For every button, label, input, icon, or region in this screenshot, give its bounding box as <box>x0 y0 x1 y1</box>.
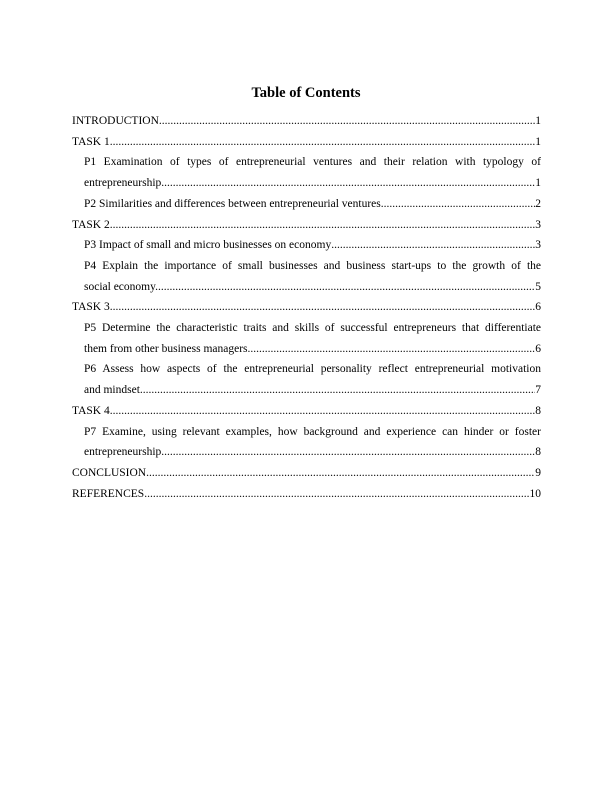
toc-entry-label-first-line: P1 Examination of types of entrepreneurial ventures and their relation with typology of <box>84 156 541 169</box>
toc-entry-task-3[interactable] <box>72 297 541 318</box>
dot-leader <box>331 235 535 256</box>
dot-leader <box>144 484 529 505</box>
toc-entry-label-first-line: P5 Determine the characteristic traits and skills of successful entrepreneurs that differentiate <box>84 322 541 335</box>
toc-entry-p7[interactable] <box>72 422 541 463</box>
dot-leader <box>381 194 535 215</box>
toc-page-number: 9 <box>535 466 541 479</box>
toc-page-number: 1 <box>535 177 541 190</box>
dot-leader <box>110 297 536 318</box>
dot-leader <box>110 215 536 236</box>
toc-entry-label: INTRODUCTION <box>72 115 159 127</box>
toc-entry-label: P3 Impact of small and micro businesses on economy <box>84 239 332 252</box>
toc-entry-label: them from other business managers <box>84 342 248 355</box>
toc-entry-wrapped-text <box>84 152 541 173</box>
toc-page-number: 6 <box>535 342 541 355</box>
toc-page-number: 1 <box>535 115 541 127</box>
toc-entry-label: and mindset <box>84 384 140 397</box>
toc-page-number: 8 <box>535 404 541 417</box>
toc-entry-wrapped-text <box>84 318 541 339</box>
toc-entry-wrapped-text <box>84 359 541 380</box>
toc-entry-label: social economy. <box>84 280 158 293</box>
toc-entry-line <box>84 194 541 215</box>
toc-entry-p5[interactable] <box>72 318 541 359</box>
toc-page-number: 3 <box>535 218 541 231</box>
toc-entry-label-first-line: P6 Assess how aspects of the entrepreneurial personality reflect entrepreneurial motivation <box>84 363 541 376</box>
toc-entry-line <box>72 297 541 318</box>
toc-entry-label: entrepreneurship <box>84 177 162 190</box>
toc-page-number: 2 <box>535 197 541 210</box>
toc-entry-line <box>72 463 541 484</box>
toc-entry-line <box>72 484 541 505</box>
toc-entry-line <box>72 111 541 132</box>
toc-entry-p2[interactable] <box>72 194 541 215</box>
toc-entry-task-1[interactable] <box>72 132 541 153</box>
toc-entry-label: REFERENCES <box>72 487 145 500</box>
toc-page-number: 8 <box>535 446 541 459</box>
toc-entry-line <box>84 380 541 401</box>
toc-page-number: 1 <box>535 135 541 148</box>
toc-entry-line <box>84 442 541 463</box>
toc-entry-task-4[interactable] <box>72 401 541 422</box>
toc-entry-wrapped-text <box>84 256 541 277</box>
toc-entry-label: TASK 3 <box>72 301 110 314</box>
toc-entry-line <box>84 277 541 298</box>
toc-entry-label: P2 Similarities and differences between entrepreneurial ventures <box>84 197 381 210</box>
toc-entry-introduction[interactable] <box>72 111 541 132</box>
toc-entry-references[interactable] <box>72 484 541 505</box>
toc-entry-p4[interactable] <box>72 256 541 297</box>
toc-entry-p1[interactable] <box>72 152 541 193</box>
toc-entry-line <box>84 173 541 194</box>
toc-entry-line <box>72 401 541 422</box>
table-of-contents <box>72 111 541 504</box>
dot-leader <box>161 442 535 463</box>
toc-entry-line <box>72 215 541 236</box>
toc-page-number: 5 <box>535 280 541 293</box>
toc-page-number: 10 <box>529 487 541 500</box>
dot-leader <box>248 339 536 360</box>
dot-leader <box>161 173 535 194</box>
toc-page-number: 6 <box>535 301 541 314</box>
toc-entry-line <box>84 339 541 360</box>
toc-title: Table of Contents <box>251 85 361 101</box>
toc-entry-label: TASK 4 <box>72 404 110 417</box>
toc-entry-conclusion[interactable] <box>72 463 541 484</box>
toc-entry-p3[interactable] <box>72 235 541 256</box>
toc-entry-label: TASK 2 <box>72 218 110 231</box>
toc-entry-label: entrepreneurship <box>84 446 162 459</box>
toc-entry-line <box>72 132 541 153</box>
toc-entry-label: TASK 1 <box>72 135 110 148</box>
dot-leader <box>159 111 535 132</box>
dot-leader <box>140 380 535 401</box>
toc-page-number: 3 <box>535 239 541 252</box>
dot-leader <box>110 132 536 153</box>
dot-leader <box>158 277 535 298</box>
toc-page-number: 7 <box>535 384 541 397</box>
toc-entry-label: CONCLUSION <box>72 466 147 479</box>
toc-entry-line <box>84 235 541 256</box>
toc-entry-p6[interactable] <box>72 359 541 400</box>
toc-entry-task-2[interactable] <box>72 215 541 236</box>
toc-entry-label-first-line: P4 Explain the importance of small businesses and business start-ups to the growth of the <box>84 259 541 272</box>
dot-leader <box>110 401 536 422</box>
toc-entry-label-first-line: P7 Examine, using relevant examples, how background and experience can hinder or foster <box>84 425 541 438</box>
toc-entry-wrapped-text <box>84 422 541 443</box>
dot-leader <box>146 463 535 484</box>
